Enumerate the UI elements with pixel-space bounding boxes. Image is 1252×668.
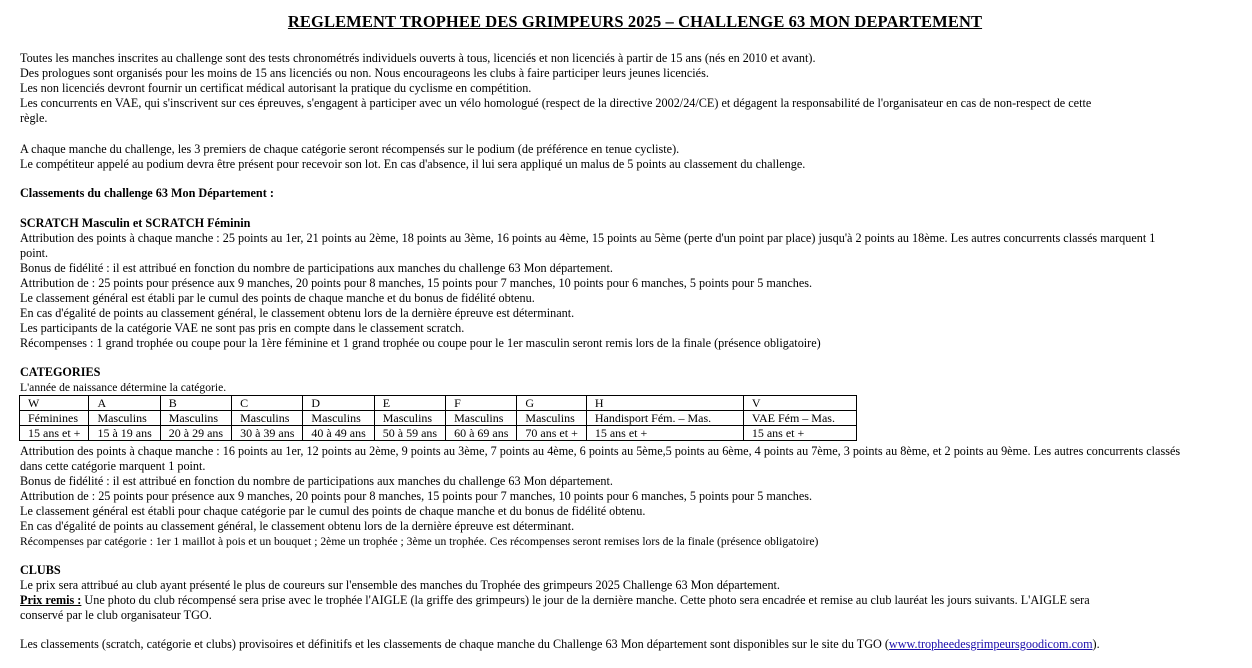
scratch-bonus: Bonus de fidélité : il est attribué en fonction du nombre de participations aux manches du challenge 63 Mon département. <box>20 261 613 275</box>
category-code: A <box>89 396 160 411</box>
clubs-line-1: Le prix sera attribué au club ayant présenté le plus de coureurs sur l'ensemble des manches du Trophée des grimpeurs 2025 Challenge 63 Mon département. <box>20 578 780 592</box>
categories-bonus: Bonus de fidélité : il est attribué en fonction du nombre de participations aux manches du challenge 63 Mon département. <box>20 474 613 488</box>
categories-code-row <box>20 396 857 411</box>
category-age: 30 à 39 ans <box>232 426 303 441</box>
scratch-heading: SCRATCH Masculin et SCRATCH Féminin <box>20 216 251 230</box>
category-label: VAE Fém – Mas. <box>743 411 856 426</box>
category-label: Masculins <box>160 411 231 426</box>
category-age: 15 ans et + <box>586 426 743 441</box>
category-age: 50 à 59 ans <box>374 426 445 441</box>
category-age: 15 à 19 ans <box>89 426 160 441</box>
category-code: B <box>160 396 231 411</box>
category-code: E <box>374 396 445 411</box>
categories-points: Attribution des points à chaque manche : 16 points au 1er, 12 points au 2ème, 9 points au 3ème, 7 points au 4ème, 6 points au 5ème,5 points au 6ème, 4 points au 7ème, 3 points au 8ème, et 2 points au 9ème. Les autres concurrents classés <box>20 444 1181 458</box>
category-code: G <box>517 396 586 411</box>
scratch-general: Le classement général est établi par le cumul des points de chaque manche et du bonus de fidélité obtenu. <box>20 291 535 305</box>
category-code: W <box>20 396 89 411</box>
category-code: V <box>743 396 856 411</box>
prix-remis-text: Une photo du club récompensé sera prise avec le trophée l'AIGLE (la griffe des grimpeurs) le jour de la dernière manche. Cette photo sera encadrée et remise au club lauréat les jours suivants. L'AIGLE sera <box>81 593 1090 607</box>
scratch-vae: Les participants de la catégorie VAE ne sont pas pris en compte dans le classement scratch. <box>20 321 465 335</box>
categories-table <box>19 395 857 441</box>
clubs-prix-line <box>20 593 1090 608</box>
clubs-heading: CLUBS <box>20 563 61 577</box>
category-label: Masculins <box>232 411 303 426</box>
category-age: 20 à 29 ans <box>160 426 231 441</box>
categories-label-row <box>20 411 857 426</box>
categories-attribution: Attribution de : 25 points pour présence aux 9 manches, 20 points pour 8 manches, 15 points pour 7 manches, 10 points pour 6 manches, 5 points pour 5 manches. <box>20 489 813 503</box>
category-code: C <box>232 396 303 411</box>
intro-line-2: Des prologues sont organisés pour les moins de 15 ans licenciés ou non. Nous encourageons les clubs à faire participer leurs jeunes licenciés. <box>20 66 709 80</box>
categories-egalite: En cas d'égalité de points au classement général, le classement obtenu lors de la dernière épreuve est déterminant. <box>20 519 575 533</box>
scratch-attribution: Attribution de : 25 points pour présence aux 9 manches, 20 points pour 8 manches, 15 points pour 7 manches, 10 points pour 6 manches, 5 points pour 5 manches. <box>20 276 813 290</box>
scratch-recompenses: Récompenses : 1 grand trophée ou coupe pour la 1ère féminine et 1 grand trophée ou coupe pour le 1er masculin seront remis lors de la finale (présence obligatoire) <box>20 336 821 350</box>
category-age: 60 à 69 ans <box>446 426 517 441</box>
intro-line-1: Toutes les manches inscrites au challenge sont des tests chronométrés individuels ouverts à tous, licenciés et non licenciés à partir de 15 ans (nés en 2010 et avant). <box>20 51 816 65</box>
category-label: Masculins <box>374 411 445 426</box>
clubs-prix-cont: conservé par le club organisateur TGO. <box>20 608 212 622</box>
categories-points-cont: dans cette catégorie marquent 1 point. <box>20 459 206 473</box>
category-age: 40 à 49 ans <box>303 426 374 441</box>
intro-line-3: Les non licenciés devront fournir un certificat médical autorisant la pratique du cyclisme en compétition. <box>20 81 532 95</box>
classements-heading: Classements du challenge 63 Mon Département : <box>20 186 274 200</box>
categories-age-row <box>20 426 857 441</box>
category-code: H <box>586 396 743 411</box>
footer-text: Les classements (scratch, catégorie et clubs) provisoires et définitifs et les classements de chaque manche du Challenge 63 Mon département sont disponibles sur le site du TGO ( <box>20 637 889 651</box>
website-link[interactable]: www.tropheedesgrimpeursgoodicom.com <box>888 637 1093 651</box>
categories-recompenses: Récompenses par catégorie : 1er 1 maillot à pois et un bouquet ; 2ème un trophée ; 3ème un trophée. Ces récompenses seront remises lors de la finale (présence obligatoire) <box>20 535 819 548</box>
category-age: 70 ans et + <box>517 426 586 441</box>
categories-heading: CATEGORIES <box>20 365 101 379</box>
podium-line-2: Le compétiteur appelé au podium devra être présent pour recevoir son lot. En cas d'absence, il lui sera appliqué un malus de 5 points au classement du challenge. <box>20 157 806 171</box>
prix-remis-label: Prix remis : <box>20 593 82 607</box>
category-age: 15 ans et + <box>20 426 89 441</box>
scratch-egalite: En cas d'égalité de points au classement général, le classement obtenu lors de la dernière épreuve est déterminant. <box>20 306 575 320</box>
categories-general: Le classement général est établi pour chaque catégorie par le cumul des points de chaque manche et du bonus de fidélité obtenu. <box>20 504 646 518</box>
category-label: Masculins <box>89 411 160 426</box>
intro-line-5: règle. <box>20 111 48 125</box>
scratch-points-cont: point. <box>20 246 49 260</box>
footer-line <box>20 637 1100 652</box>
category-label: Féminines <box>20 411 89 426</box>
category-code: F <box>446 396 517 411</box>
document-title: REGLEMENT TROPHEE DES GRIMPEURS 2025 – CHALLENGE 63 MON DEPARTEMENT <box>287 12 983 31</box>
podium-line-1: A chaque manche du challenge, les 3 premiers de chaque catégorie seront récompensés sur le podium (de préférence en tenue cycliste). <box>20 142 680 156</box>
category-label: Masculins <box>446 411 517 426</box>
intro-line-4: Les concurrents en VAE, qui s'inscrivent sur ces épreuves, s'engagent à participer avec un vélo homologué (respect de la directive 2002/24/CE) et dégagent la responsabilité de l'organisateur en cas de non-respect de cette <box>20 96 1092 110</box>
category-label: Handisport Fém. – Mas. <box>586 411 743 426</box>
categories-note: L'année de naissance détermine la catégorie. <box>20 381 227 394</box>
scratch-points: Attribution des points à chaque manche : 25 points au 1er, 21 points au 2ème, 18 points au 3ème, 16 points au 4ème, 15 points au 5ème (perte d'un point par place) jusqu'à 2 points au 18ème. Les autres concurrents classés marquent 1 <box>20 231 1156 245</box>
footer-end: ). <box>1092 637 1100 651</box>
category-label: Masculins <box>517 411 586 426</box>
category-code: D <box>303 396 374 411</box>
category-label: Masculins <box>303 411 374 426</box>
category-age: 15 ans et + <box>743 426 856 441</box>
